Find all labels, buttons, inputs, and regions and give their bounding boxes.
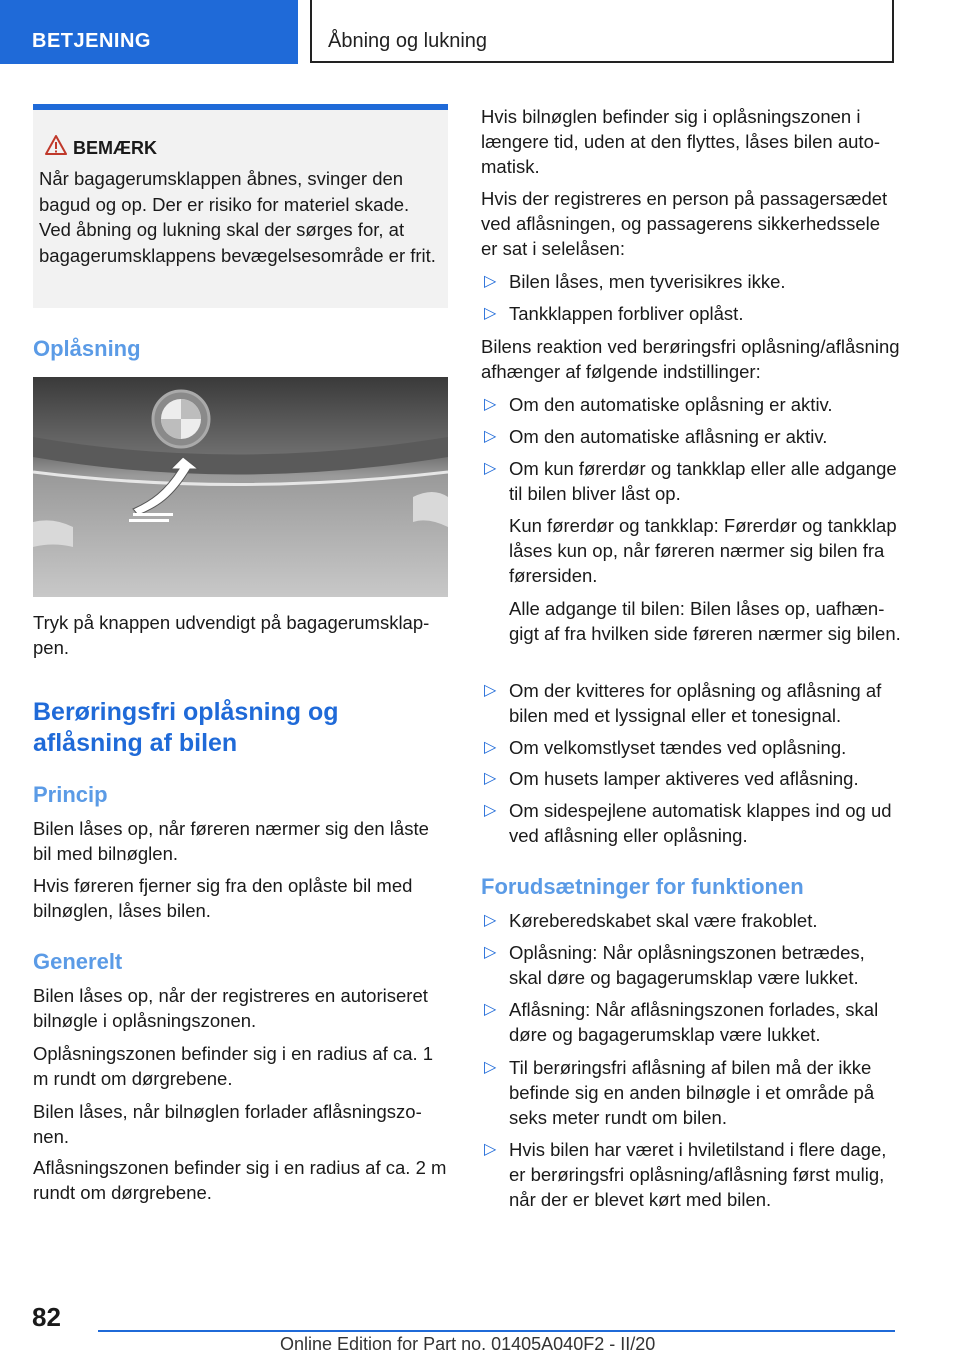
bullet-arrow-icon: ▷ bbox=[484, 1141, 497, 1158]
general-paragraph-4: Aflåsningszonen befinder sig i en radius af ca. 2 m rundt om dørgrebene. bbox=[33, 1157, 447, 1203]
bullet-arrow-icon: ▷ bbox=[484, 460, 497, 477]
bullet-arrow-icon: ▷ bbox=[484, 305, 497, 322]
bullet-arrow-icon: ▷ bbox=[484, 428, 497, 445]
bullet-arrow-icon: ▷ bbox=[484, 1001, 497, 1018]
notice-box bbox=[33, 104, 448, 308]
section-tab bbox=[0, 0, 298, 64]
sub-paragraph: Kun førerdør og tankklap: Førerdør og tankklap låses kun op, når føreren nærmer sig bilen fra førersiden. bbox=[509, 515, 897, 586]
heading-general: Generelt bbox=[33, 949, 123, 974]
notice-title: BEMÆRK bbox=[73, 138, 157, 158]
bullet-arrow-icon: ▷ bbox=[484, 396, 497, 413]
general-paragraph-3: Bilen låses, når bilnøglen forlader aflåsningszonen. bbox=[33, 1101, 422, 1147]
bullet-arrow-icon: ▷ bbox=[484, 912, 497, 929]
heading-requirements: Forudsætninger for funktionen bbox=[481, 874, 804, 899]
edition-label: Online Edition for Part no. 01405A040F2 - II/20 bbox=[280, 1334, 656, 1354]
principle-paragraph-2: Hvis føreren fjerner sig fra den oplåste bil med bilnøglen, låses bilen. bbox=[33, 875, 413, 921]
footer-divider bbox=[98, 1330, 895, 1332]
page-title: Åbning og lukning bbox=[328, 30, 488, 52]
general-paragraph-1: Bilen låses op, når der registreres en autoriseret bilnøgle i oplåsningszonen. bbox=[33, 985, 428, 1031]
notice-text: Når bagagerumsklappen åbnes, svinger den bagud og op. Der er risiko for materiel skade. Ved åbning og lukning skal der sørges for, at bagagerumsklappens bevægelsesområde er frit. bbox=[39, 168, 436, 266]
principle-paragraph-1: Bilen låses op, når føreren nærmer sig den låste bil med bilnøglen. bbox=[33, 818, 429, 864]
bullet-arrow-icon: ▷ bbox=[484, 770, 497, 787]
bullet-arrow-icon: ▷ bbox=[484, 682, 497, 699]
heading-comfort-access: Berøringsfri oplåsning og aflåsning af bilen bbox=[33, 698, 339, 757]
warning-icon bbox=[45, 134, 67, 156]
bullet-arrow-icon: ▷ bbox=[484, 944, 497, 961]
figure-caption: Tryk på knappen udvendigt på bagagerumsklappen. bbox=[33, 612, 430, 658]
tailgate-button-figure bbox=[33, 377, 448, 597]
tailgate-illustration bbox=[33, 377, 448, 597]
heading-principle: Princip bbox=[33, 782, 108, 807]
right-paragraph-1: Hvis bilnøglen befinder sig i oplåsningszonen i længere tid, uden at den flyttes, låses bilen automatisk. bbox=[481, 106, 881, 177]
bullet-arrow-icon: ▷ bbox=[484, 273, 497, 290]
section-label: BETJENING bbox=[32, 30, 151, 52]
page-header bbox=[310, 0, 894, 63]
bullet-arrow-icon: ▷ bbox=[484, 739, 497, 756]
bullet-arrow-icon: ▷ bbox=[484, 1059, 497, 1076]
bullet-arrow-icon: ▷ bbox=[484, 802, 497, 819]
heading-unlocking: Oplåsning bbox=[33, 336, 141, 361]
right-paragraph-2: Hvis der registreres en person på passagersædet ved aflåsningen, og passagerens sikkerhedssele er sat i selelåsen: bbox=[481, 188, 888, 259]
right-paragraph-3: Bilens reaktion ved berøringsfri oplåsning/aflåsning afhænger af følgende indstillinger: bbox=[481, 336, 900, 382]
sub-paragraph: Alle adgange til bilen: Bilen låses op, uafhængigt af fra hvilken side føreren nærmer sig bilen. bbox=[509, 598, 901, 644]
page-number: 82 bbox=[32, 1302, 61, 1332]
general-paragraph-2: Oplåsningszonen befinder sig i en radius af ca. 1 m rundt om dørgrebene. bbox=[33, 1043, 434, 1089]
